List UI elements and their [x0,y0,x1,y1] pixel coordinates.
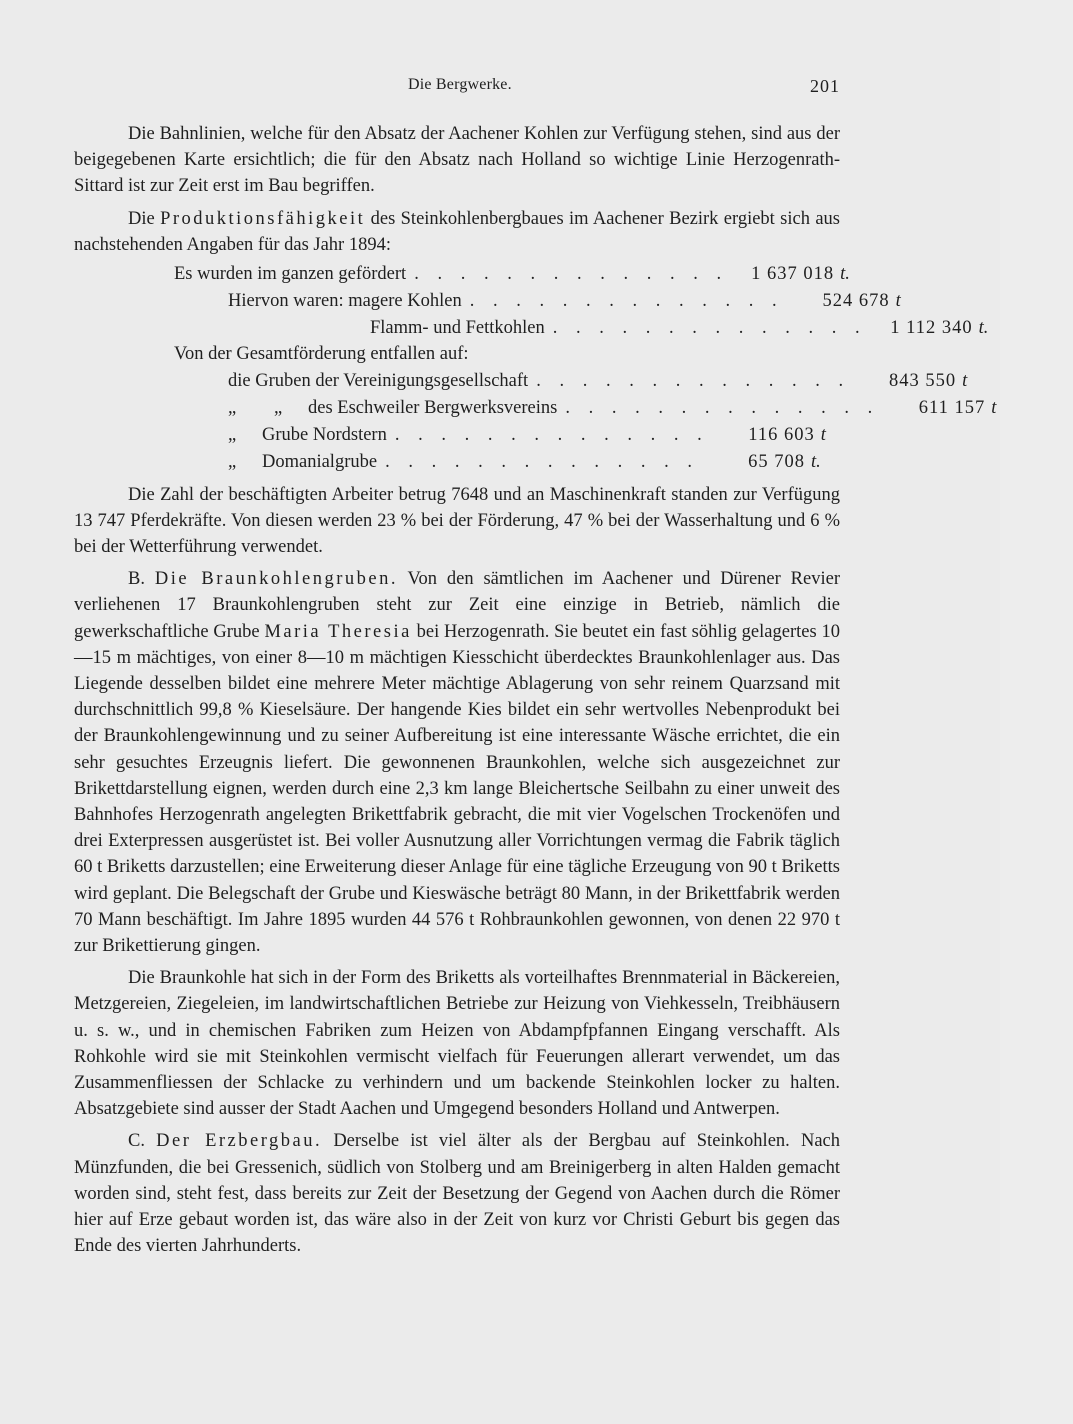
section-heading-lignite: Die Braunkohlengruben. [154,569,398,590]
section-letter: C. [128,1131,157,1152]
ditto-mark: „ [228,425,237,445]
section-letter: B. [128,569,155,590]
paragraph-lignite-text-rest: bei Herzogenrath. Sie beutet ein fast söhlig gelagertes 10—15 m mächtiges, von einer 8—10 m mächtigen Kiesschicht überdecktes Braunkohlenlager aus. Das Liegende desselben bildet eine mehrere Meter mächtige Ablagerung von sehr reinem Quarzsand mit durchschnittlich 99,8 % Kieselsäure. Der hangende Kies bildet ein sehr wertvolles Nebenprodukt bei der Braunkohlengewinnung und zu seiner Aufbereitung ist eine interessante Wäsche errichtet, die ein sehr gesuchtes Erzeugnis liefert. Die gewonnenen Braunkohlen, welche sich ausgezeichnet zur Brikettdarstellung eignen, werden durch eine 2,3 km lange Bleichertsche Seilbahn zu einer unweit des Bahnhofes Herzogenrath angelegten Brikettfabrik gebracht, die mit vier Vogelschen Trockenöfen und drei Exterpressen ausgerüstet ist. Bei voller Ausnutzung aller Vorrichtungen vermag die Fabrik täglich 60 t Briketts darzustellen; eine Erweiterung dieser Anlage für eine tägliche Erzeugung von 90 t Briketts wird geplant. Die Belegschaft der Grube und Kieswäsche beträgt 80 Mann, in der Brikettfabrik werden 70 Mann beschäftigt. Im Jahre 1895 wurden 44 576 t Rohbraunkohlen gewonnen, von denen 22 970 t zur Brikettierung gingen. [74,621,840,957]
mine-name: Maria Theresia [264,621,412,642]
row-unit: t [820,425,826,445]
paragraph-lignite-text: Von den sämtlichen im Aachener und Dürener Revier verliehenen 17 Braunkohlengruben steht zur Zeit eine einzige in Betrieb, nämlich die gewerkschaftliche Grube [74,569,840,642]
ditto-mark: „ [274,398,283,419]
table-row [74,368,968,395]
production-table [74,261,997,476]
row-label: Domanialgrube [262,451,378,472]
row-label: Es wurden im ganzen gefördert [174,264,407,285]
leader-dots: . . . . . . . . . . . . . . [385,451,699,472]
ditto-mark: „ [228,398,237,419]
row-label: die Gruben der Vereinigungsgesellschaft [228,371,529,392]
leader-dots: . . . . . . . . . . . . . . [414,264,729,285]
section-heading-ore: Der Erzbergbau. [156,1131,323,1152]
table-row [74,315,989,342]
row-unit: t [991,398,997,419]
leader-dots: . . . . . . . . . . . . . . [394,425,709,445]
table-row [74,261,850,288]
row-value: 1 637 018 [751,264,835,285]
row-value: 116 603 [748,425,815,445]
row-label: Flamm- und Fettkohlen [370,317,545,338]
leader-dots: . . . . . . . . . . . . . . [536,371,851,392]
paragraph-production [74,206,840,258]
paragraph-production-text: des Steinkohlenbergbaues im Aachener Bezirk ergiebt sich aus nachstehenden Angaben für das Jahr 1894: [74,208,840,255]
row-unit: t. [810,451,821,472]
ditto-mark: „ [228,451,237,472]
table-row [74,395,997,422]
paragraph-briquettes: Die Braunkohle hat sich in der Form des Briketts als vorteilhaftes Brennmaterial in Bäckereien, Metzgereien, Ziegeleien, im landwirtschaftlichen Betriebe zur Heizung von Viehkesseln, Treibhäusern u. s. w., und in chemischen Fabriken zum Heizen von Abdampfpfannen Eingang verschafft. Als Rohkohle wird sie mit Steinkohlen vermischt vielfach für Feuerungen allerart verwendet, um das Zusammenfliessen der Schlacke zu verhindern und um backende Steinkohlen locker zu halten. Absatzgebiete sind ausser der Stadt Aachen und Umgegend besonders Holland und Antwerpen. [74,968,840,1120]
body-text [74,121,997,1259]
row-value: 611 157 [918,398,986,419]
row-unit: t [962,371,968,392]
row-unit: t. [840,264,850,285]
row-label: Grube Nordstern [262,425,387,445]
production-term: Produktionsfähigkeit [160,208,366,229]
paragraph-workers: Die Zahl der beschäftigten Arbeiter betrug 7648 und an Maschinenkraft standen zur Verfügung 13 747 Pferdekräfte. Von diesen werden 23 % bei der Förderung, 47 % bei der Wasserhaltung und 6 % bei der Wetterführung verwendet. [74,484,840,557]
row-label: Hiervon waren: magere Kohlen [228,290,462,311]
row-label: des Eschweiler Bergwerksvereins [308,398,558,419]
row-value: 65 708 [748,451,805,472]
row-value: 524 678 [822,290,890,311]
table-row [74,449,840,476]
page-number: 201 [810,76,840,96]
paragraph-lignite [74,566,840,959]
row-unit: t. [978,317,989,338]
running-header: Die Bergwerke. [408,76,512,93]
row-value: 843 550 [888,371,957,392]
paragraph-production-lead: Die [128,208,161,229]
paragraph-railways: Die Bahnlinien, welche für den Absatz der Aachener Kohlen zur Verfügung stehen, sind aus der beigegebenen Karte ersichtlich; die für den Absatz nach Holland so wichtige Linie Herzogenrath-Sittard ist zur Zeit erst im Bau begriffen. [74,124,840,197]
row-unit: t [895,290,901,311]
table-row [74,422,840,449]
leader-dots: . . . . . . . . . . . . . . [565,398,880,419]
leader-dots: . . . . . . . . . . . . . . [552,317,867,338]
table-subheading: Von der Gesamtförderung entfallen auf: [174,344,469,365]
paragraph-ore-text: Derselbe ist viel älter als der Bergbau auf Steinkohlen. Nach Münzfunden, die bei Gressenich, südlich von Stolberg und am Breinigerberg in alten Halden gemacht worden sind, steht fest, dass bereits zur Zeit der Besetzung der Gegend von Aachen durch die Römer hier auf Erze gebaut worden ist, das wäre also in der Zeit von kurz vor Christi Geburt bis gegen das Ende des vierten Jahrhunderts. [74,1131,840,1257]
row-value: 1 112 340 [890,317,973,338]
paragraph-ore-mining [74,1128,840,1259]
table-row [74,288,901,315]
leader-dots: . . . . . . . . . . . . . . [469,290,784,311]
